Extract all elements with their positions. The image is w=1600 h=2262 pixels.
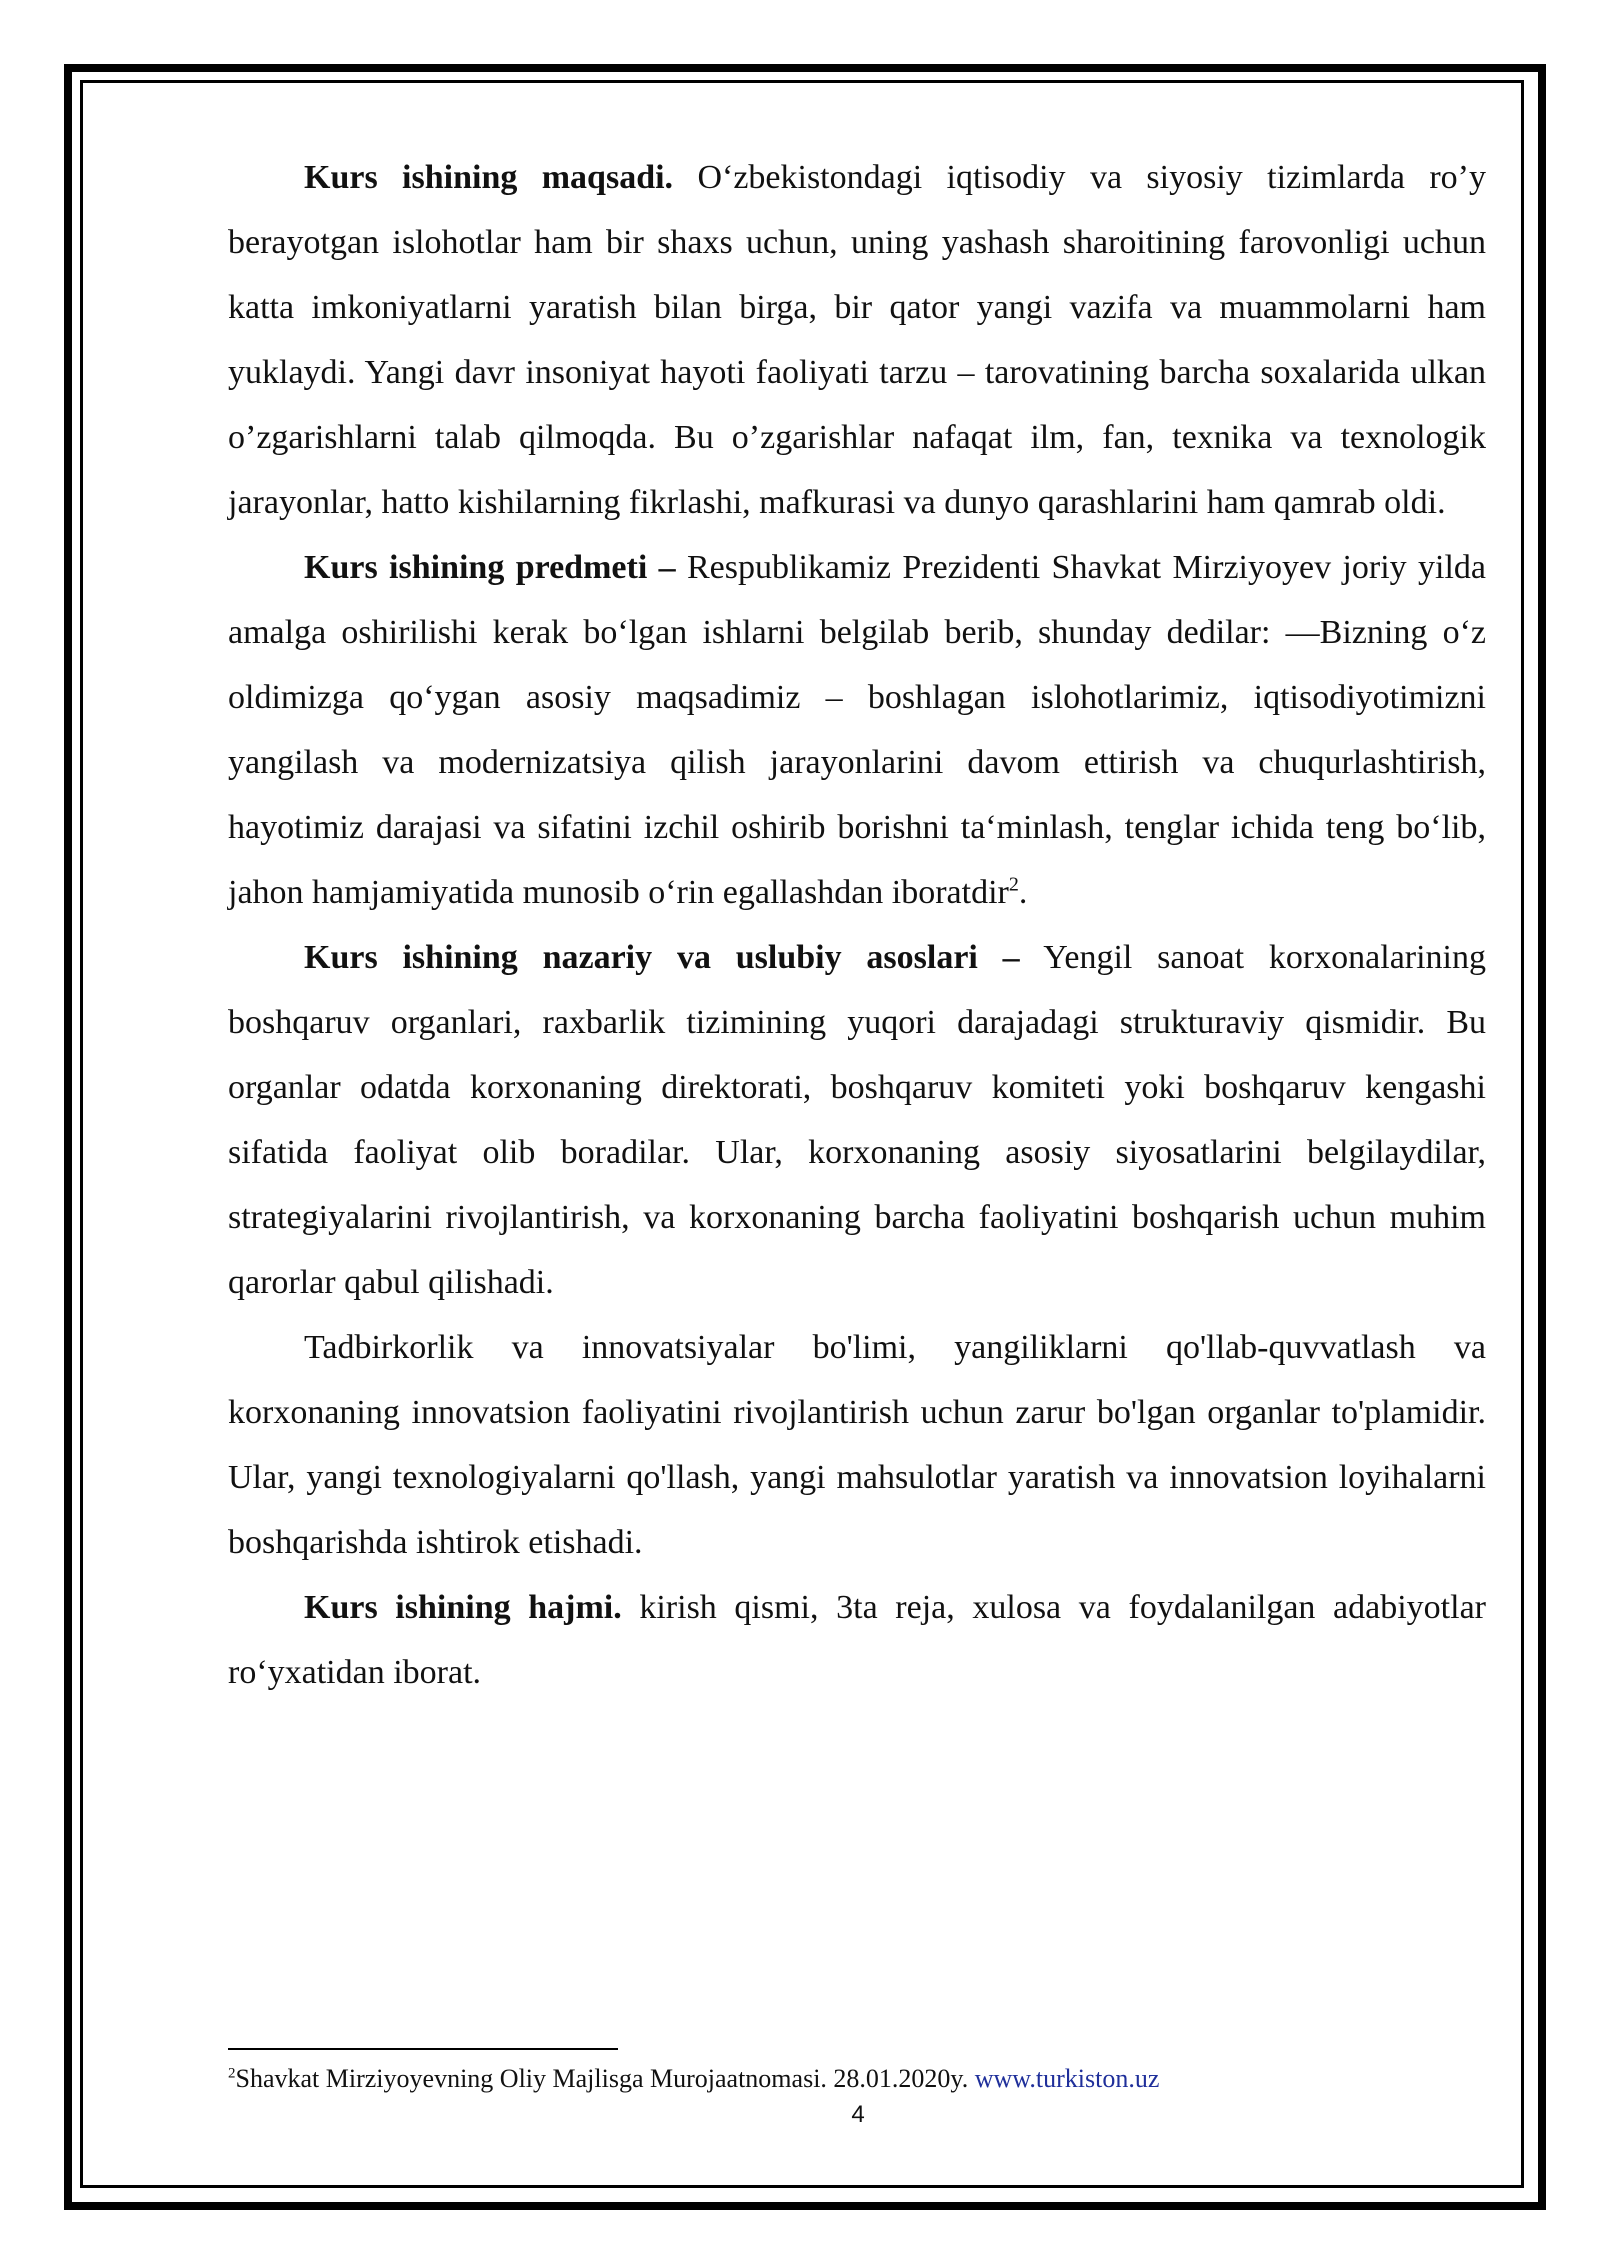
footnote-number: 2: [228, 2065, 236, 2082]
heading-maqsadi: Kurs ishining maqsadi.: [304, 159, 674, 196]
heading-hajmi: Kurs ishining hajmi.: [304, 1589, 622, 1626]
footnote-link[interactable]: www.turkiston.uz: [974, 2064, 1160, 2093]
text-asoslari: Yengil sanoat korxonalarining boshqaruv organlari, raxbarlik tizimining yuqori darajadagi strukturaviy qismidir. Bu organlar odatda korxonaning direktorati, boshqaruv komiteti yoki boshqaruv kengashi sifatida faoliyat olib boradilar. Ular, korxonaning asosiy siyosatlarini belgilaydilar, strategiyalarini rivojlantirish, va korxonaning barcha faoliyatini boshqarish uchun muhim qarorlar qabul qilishadi.: [228, 939, 1486, 1301]
footnote-text: Shavkat Mirziyoyevning Oliy Majlisga Murojaatnomasi. 28.01.2020y.: [235, 2064, 975, 2093]
paragraph-asoslari: [228, 925, 1486, 1315]
text-predmeti-tail: .: [1018, 874, 1028, 911]
document-body: [228, 145, 1486, 1705]
footnote-separator: [228, 2048, 618, 2050]
text-maqsadi: O‘zbekistondagi iqtisodiy va siyosiy tizimlarda ro’y berayotgan islohotlar ham bir shaxs uchun, uning yashash sharoitining farovonligi uchun katta imkoniyatlarni yaratish bilan birga, bir qator yangi vazifa va muammolarni ham yuklaydi. Yangi davr insoniyat hayoti faoliyati tarzu – tarovatining barcha soxalarida ulkan o’zgarishlarni talab qilmoqda. Bu o’zgarishlar nafaqat ilm, fan, texnika va texnologik jarayonlar, hatto kishilarning fikrlashi, mafkurasi va dunyo qarashlarini ham qamrab oldi.: [228, 159, 1486, 521]
heading-predmeti: Kurs ishining predmeti –: [304, 549, 676, 586]
text-tadbirkorlik: Tadbirkorlik va innovatsiyalar bo'limi, yangiliklarni qo'llab-quvvatlash va korxonaning innovatsion faoliyatini rivojlantirish uchun zarur bo'lgan organlar to'plamidir. Ular, yangi texnologiyalarni qo'llash, yangi mahsulotlar yaratish va innovatsion loyihalarni boshqarishda ishtirok etishadi.: [228, 1329, 1486, 1561]
paragraph-hajmi: [228, 1575, 1486, 1705]
paragraph-tadbirkorlik: [228, 1315, 1486, 1575]
page-number: 4: [851, 2101, 865, 2128]
footnote: [228, 2062, 1486, 2096]
text-predmeti: Respublikamiz Prezidenti Shavkat Mirziyoyev joriy yilda amalga oshirilishi kerak bo‘lgan ishlarni belgilab berib, shunday dedilar: ―Bizning o‘z oldimizga qo‘ygan asosiy maqsadimiz – boshlagan islohotlarimiz, iqtisodiyotimizni yangilash va modernizatsiya qilish jarayonlarini davom ettirish va chuqurlashtirish, hayotimiz darajasi va sifatini izchil oshirib borishni ta‘minlash, tenglar ichida teng bo‘lib, jahon hamjamiyatida munosib o‘rin egallashdan iboratdir: [228, 549, 1486, 911]
text-hajmi: kirish qismi, 3ta reja, xulosa va foydalanilgan adabiyotlar ro‘yxatidan iborat.: [228, 1589, 1486, 1691]
heading-asoslari: Kurs ishining nazariy va uslubiy asoslari –: [304, 939, 1020, 976]
footnote-reference[interactable]: 2: [1008, 873, 1019, 896]
paragraph-predmeti: [228, 535, 1486, 925]
paragraph-maqsadi: [228, 145, 1486, 535]
